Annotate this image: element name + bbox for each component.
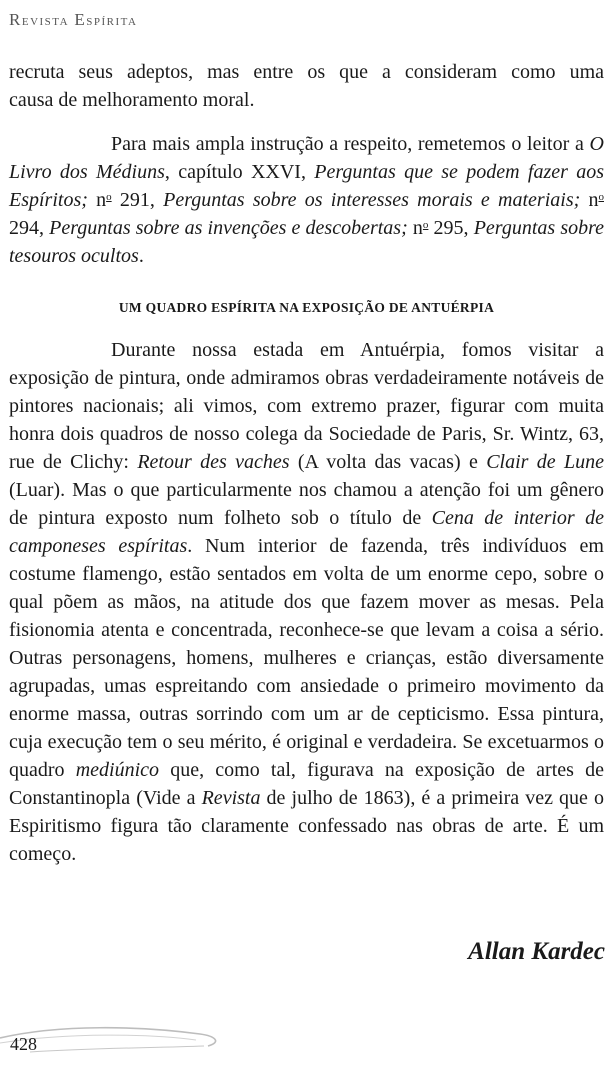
ordinal-marker: o	[598, 191, 604, 203]
text-run: n	[580, 189, 599, 211]
header-initial-e: E	[74, 10, 87, 29]
ordinal-marker: o	[106, 191, 112, 203]
text-run: 291,	[111, 189, 164, 211]
paragraph-gap	[9, 114, 604, 130]
painting-title-clair-de-lune: Clair de Lune	[486, 451, 604, 473]
page-number: 428	[10, 1034, 37, 1054]
text-run: (A volta das vacas) e	[289, 451, 487, 473]
header-word-2: spírita	[86, 13, 138, 29]
paragraph-antuerpia	[9, 336, 604, 868]
author-signature: Allan Kardec	[468, 938, 605, 965]
text-run: (Luar). Mas o que particularmente nos chamou a atenção foi um gênero de pintura exposto num folheto sob o título de	[9, 479, 604, 529]
section-title: UM QUADRO ESPÍRITA NA EXPOSIÇÃO DE ANTUÉRPIA	[118, 300, 495, 315]
italic-run: Perguntas sobre tesouros ocultos	[9, 217, 605, 267]
paragraph-references	[9, 130, 604, 270]
text-run: Para mais ampla instrução a respeito, remetemos o leitor a	[111, 133, 590, 155]
text-run: Durante nossa estada em Antuérpia, fomos visitar a exposição de pintura, onde admiramos obras verdadeiramente notáveis de pintores nacionais; ali vimos, com extremo prazer, figurar com muita honra dois quadros de nosso colega da Sociedade de Paris, Sr. Wintz, 63, rue de Clichy:	[9, 339, 604, 473]
painting-title-cena: Cena de interior de camponeses espíritas	[9, 507, 604, 557]
paragraph-continued-line: recruta seus adeptos, mas entre os que a consideram como uma	[9, 61, 604, 83]
text-run: . Num interior de fazenda, três indivíduos em costume flamengo, estão sentados em volta de um enorme cepo, sobre o qual põem as mãos, na atitude dos que fazem mover as mesas. Pela fisionomia atenta e concentrada, reconhece-se que levam a coisa a sério. Outras personagens, homens, mulheres e crianças, estão diversamente agrupadas, umas espreitando com ansiedade o primeiro movimento da enorme massa, outras sorrindo com um ar de cepticismo. Essa pintura, cuja execução tem o seu mérito, é original e verdadeira. Se excetuarmos o quadro	[9, 535, 604, 781]
italic-run: mediúnico	[75, 759, 160, 781]
text-run: , capítulo XXVI,	[164, 161, 315, 183]
header-initial-r: R	[9, 10, 22, 29]
running-header	[9, 10, 604, 36]
text-run: n	[87, 189, 107, 211]
text-run: que, como tal, figurava na exposição de artes de Constantinopla (Vide a	[9, 759, 604, 809]
journal-title-revista: Revista	[201, 787, 261, 809]
italic-run: Perguntas sobre as invenções e descobertas;	[49, 217, 408, 239]
text-run: 294,	[9, 217, 50, 239]
book-title-livro-dos-mediuns: O Livro dos Médiuns	[9, 133, 604, 183]
italic-run: Perguntas sobre os interesses morais e materiais;	[163, 189, 581, 211]
painting-title-retour-des-vaches: Retour des vaches	[137, 451, 290, 473]
text-run: n	[407, 217, 423, 239]
text-run: 295,	[428, 217, 474, 239]
ordinal-marker: o	[422, 219, 429, 231]
footer-swoosh-ornament	[0, 1018, 260, 1064]
text-run: .	[138, 245, 144, 267]
paragraph-continued-end: causa de melhoramento moral.	[9, 89, 255, 111]
italic-run: Perguntas que se podem fazer aos Espíritos;	[9, 161, 604, 211]
header-word-1: evista	[21, 13, 75, 29]
page-body	[9, 58, 604, 868]
text-run: de julho de 1863), é a primeira vez que o Espiritismo figura tão claramente confessado nas obras de arte. É um começo.	[9, 787, 605, 865]
